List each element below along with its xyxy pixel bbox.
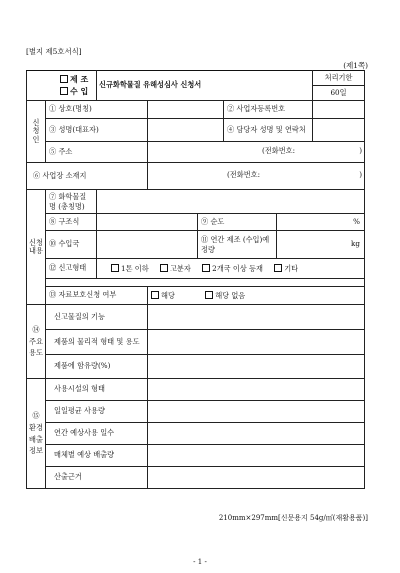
contact-person-field[interactable]: [313, 119, 365, 142]
env-basis-field[interactable]: [148, 467, 365, 489]
processing-period-value: 60일: [313, 86, 365, 101]
purity-label: ⑨ 순도: [198, 214, 277, 231]
structure-label: ⑧ 구조식: [46, 214, 97, 231]
checkbox-icon[interactable]: [205, 291, 213, 299]
import-country-label: ⑩ 수입국: [46, 231, 97, 259]
contact-person-label: ④ 담당자 성명 및 연락처: [224, 119, 313, 142]
business-reg-no-label: ② 사업자등록번호: [224, 101, 313, 119]
usage-form-label: 제품의 물리적 형태 및 용도: [46, 330, 148, 355]
processing-period-label: 처리기한: [313, 71, 365, 86]
import-checkbox[interactable]: [60, 87, 68, 95]
data-protection-label: ⑬ 자료보호신청 여부: [46, 287, 148, 305]
env-daily-usage-field[interactable]: [148, 401, 365, 423]
application-form-table: [26, 70, 365, 489]
protection-opt-yes[interactable]: 해당: [151, 291, 175, 300]
usage-form-field[interactable]: [148, 330, 365, 355]
report-type-label: ⑫ 신고형태: [46, 259, 97, 279]
name-representative-field[interactable]: [148, 119, 224, 142]
purity-field[interactable]: [277, 214, 365, 231]
report-type-options: [97, 259, 365, 279]
usage-function-label: 신고물질의 기능: [46, 305, 148, 330]
form-title: 신규화학물질 유해성심사 신청서: [97, 71, 313, 101]
env-emission-field[interactable]: [148, 445, 365, 467]
annual-quantity-label: ⑪ 연간 제조 (수입)예정량: [198, 231, 277, 259]
report-opt-under-1t[interactable]: 1톤 이하: [111, 264, 149, 273]
checkbox-icon[interactable]: [274, 264, 282, 272]
report-opt-polymer[interactable]: 고분자: [160, 264, 191, 273]
site-phone-label: (전화번호:: [227, 170, 260, 179]
trade-name-label: ① 상호(명칭): [46, 101, 148, 119]
annual-quantity-field[interactable]: [277, 231, 365, 259]
report-opt-other[interactable]: 기타: [274, 264, 298, 273]
env-basis-label: 산출근거: [46, 467, 148, 489]
form-number-label: [별지 제5호서식]: [26, 47, 82, 56]
address-phone-close: ): [359, 146, 363, 155]
checkbox-icon[interactable]: [111, 264, 119, 272]
protection-opt-no[interactable]: 해당 없음: [205, 291, 245, 300]
site-location-label: ⑥ 사업장 소재지: [27, 163, 148, 190]
chemical-name-field[interactable]: [97, 190, 365, 214]
checkbox-icon[interactable]: [202, 264, 210, 272]
env-daily-usage-label: 일일평균 사용량: [46, 401, 148, 423]
import-country-field[interactable]: [97, 231, 198, 259]
usage-content-field[interactable]: [148, 355, 365, 379]
data-protection-options: [148, 287, 365, 305]
page-number: - 1 -: [193, 558, 207, 566]
env-facility-field[interactable]: [148, 379, 365, 401]
page-indicator: (제1쪽): [343, 61, 368, 70]
manufacture-checkbox[interactable]: [60, 75, 68, 83]
env-facility-label: 사용시설의 형태: [46, 379, 148, 401]
env-emission-label: 매체별 예상 배출량: [46, 445, 148, 467]
site-phone-close: ): [359, 170, 363, 179]
site-location-field[interactable]: [148, 163, 365, 190]
name-representative-label: ③ 성명(대표자): [46, 119, 148, 142]
usage-content-label: 제품에 함유량(%): [46, 355, 148, 379]
checkbox-icon[interactable]: [160, 264, 168, 272]
type-selection: [27, 71, 97, 101]
structure-field[interactable]: [97, 214, 198, 231]
manufacture-option[interactable]: 제 조: [30, 75, 93, 84]
environment-section-label: ⑮ 환경 배출 정보: [27, 379, 46, 489]
business-reg-no-field[interactable]: [313, 101, 365, 119]
chemical-name-label: ⑦ 화학물질명 (총칭명): [46, 190, 97, 214]
address-label: ⑤ 주소: [46, 142, 148, 163]
usage-function-field[interactable]: [148, 305, 365, 330]
address-phone-label: (전화번호:: [262, 146, 295, 155]
env-annual-days-label: 연간 예상사용 일수: [46, 423, 148, 445]
trade-name-field[interactable]: [148, 101, 224, 119]
address-field[interactable]: [148, 142, 365, 163]
env-annual-days-field[interactable]: [148, 423, 365, 445]
checkbox-icon[interactable]: [151, 291, 159, 299]
quantity-unit: kg: [351, 239, 361, 249]
spacer-row: [46, 279, 365, 287]
purity-unit: %: [353, 216, 361, 226]
import-option[interactable]: 수 입: [30, 87, 93, 96]
report-opt-multi-country[interactable]: 2개국 이상 등재: [202, 264, 263, 273]
paper-spec: 210mm×297mm[신문용지 54g/㎡(재활용품)]: [218, 514, 368, 522]
applicant-section-label: 신 청 인: [27, 101, 46, 163]
usage-section-label: ⑭ 주요 용도: [27, 305, 46, 379]
application-section-label: 신청 내용: [27, 190, 46, 305]
